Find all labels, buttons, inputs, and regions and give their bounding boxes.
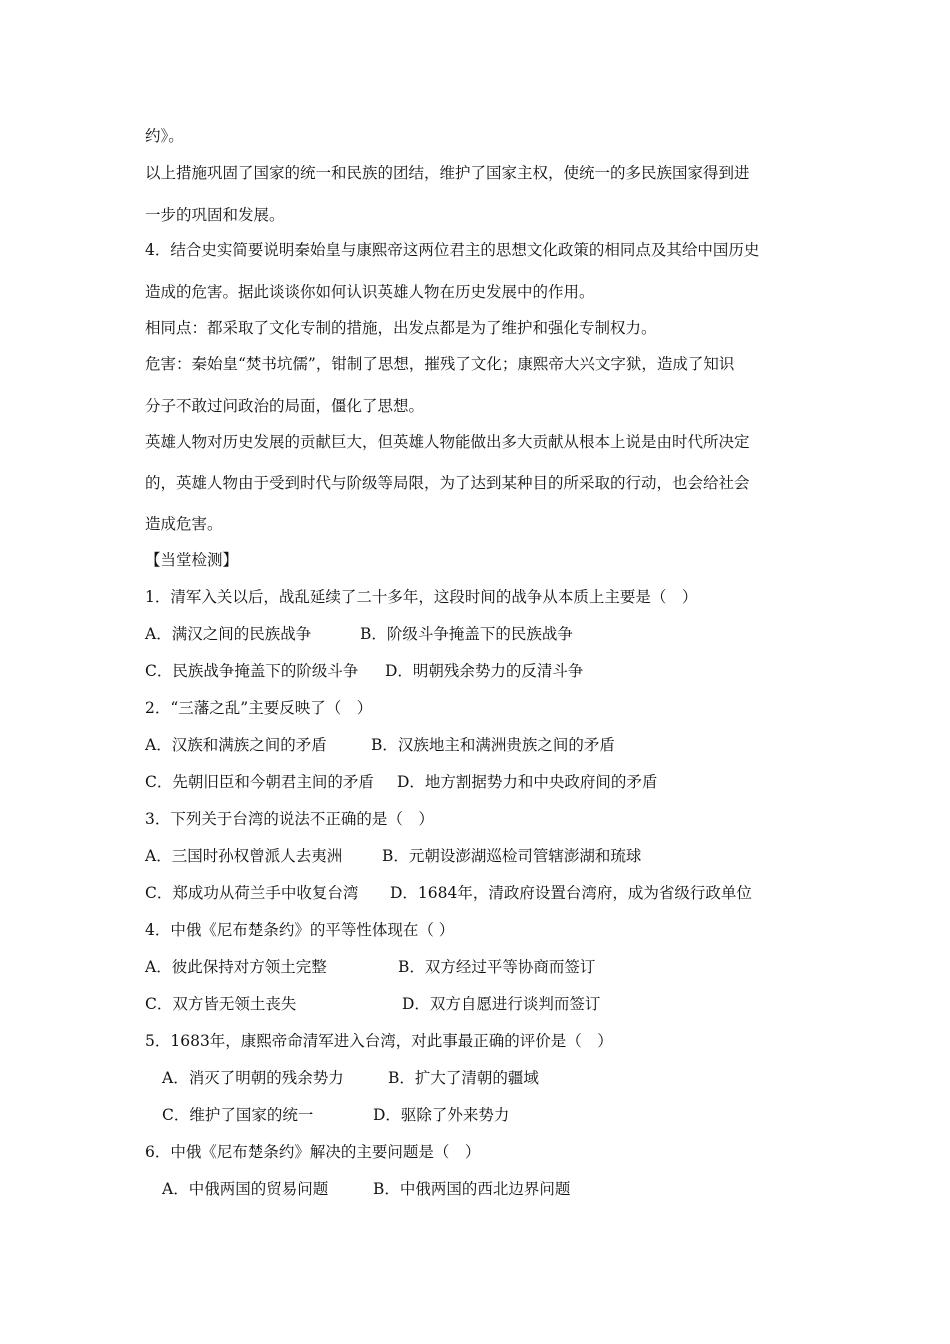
option-b: B．中俄两国的西北边界问题	[373, 1180, 571, 1198]
options-row	[145, 624, 573, 644]
answer-line: 英雄人物对历史发展的贡献巨大，但英雄人物能做出多大贡献从根本上说是由时代所决定	[145, 433, 750, 451]
option-d: D．地方割据势力和中央政府间的矛盾	[397, 773, 658, 791]
option-d: D．驱除了外来势力	[373, 1106, 510, 1124]
option-a: A．中俄两国的贸易问题	[162, 1180, 329, 1198]
option-d: D．明朝残余势力的反清斗争	[385, 662, 584, 680]
option-b: B．双方经过平等协商而签订	[398, 958, 596, 976]
text-line: 以上措施巩固了国家的统一和民族的团结，维护了国家主权，使统一的多民族国家得到进	[145, 164, 750, 182]
option-d: D．双方自愿进行谈判而签订	[402, 995, 601, 1013]
option-c: C．民族战争掩盖下的阶级斗争	[145, 662, 359, 680]
option-b: B．元朝设澎湖巡检司管辖澎湖和琉球	[382, 847, 642, 865]
option-a: A．三国时孙权曾派人去夷洲	[145, 847, 343, 865]
option-c: C．郑成功从荷兰手中收复台湾	[145, 884, 359, 902]
options-row	[162, 1068, 539, 1088]
question-1: 1．清军入关以后，战乱延续了二十多年，这段时间的战争从本质上主要是（ ）	[145, 588, 698, 606]
option-a: A．消灭了明朝的残余势力	[162, 1069, 344, 1087]
text-line: 约》。	[145, 127, 184, 145]
options-row	[145, 772, 657, 792]
section-heading: 【当堂检测】	[145, 551, 239, 569]
options-row	[145, 661, 583, 681]
option-c: C．双方皆无领土丧失	[145, 995, 297, 1013]
option-c: C．先朝旧臣和今朝君主间的矛盾	[145, 773, 374, 791]
option-a: A．汉族和满族之间的矛盾	[145, 736, 327, 754]
options-row	[162, 1105, 509, 1125]
option-b: B．阶级斗争掩盖下的民族战争	[360, 625, 573, 643]
question-6: 6．中俄《尼布楚条约》解决的主要问题是（ ）	[145, 1143, 481, 1161]
answer-line: 分子不敢过问政治的局面，僵化了思想。	[145, 397, 425, 415]
options-row	[145, 994, 600, 1014]
options-row	[162, 1179, 570, 1199]
question-3: 3．下列关于台湾的说法不正确的是（ ）	[145, 810, 434, 828]
answer-line: 危害：秦始皇“焚书坑儒”，钳制了思想，摧残了文化；康熙帝大兴文字狱，造成了知识	[145, 355, 735, 373]
option-b: B．扩大了清朝的疆域	[388, 1069, 539, 1087]
option-a: A．满汉之间的民族战争	[145, 625, 312, 643]
options-row	[145, 846, 641, 866]
answer-line: 的，英雄人物由于受到时代与阶级等局限，为了达到某种目的所采取的行动，也会给社会	[145, 474, 750, 492]
option-d: D．1684年，清政府设置台湾府，成为省级行政单位	[390, 884, 752, 902]
answer-line: 相同点：都采取了文化专制的措施，出发点都是为了维护和强化专制权力。	[145, 319, 657, 337]
options-row	[145, 883, 752, 903]
options-row	[145, 735, 615, 755]
option-a: A．彼此保持对方领土完整	[145, 958, 327, 976]
text-line: 造成的危害。据此谈谈你如何认识英雄人物在历史发展中的作用。	[145, 283, 595, 301]
options-row	[145, 957, 595, 977]
question-5: 5．1683年，康熙帝命清军进入台湾，对此事最正确的评价是（ ）	[145, 1032, 613, 1050]
question-2: 2．“三藩之乱”主要反映了（ ）	[145, 699, 373, 717]
answer-line: 造成危害。	[145, 515, 223, 533]
question-4: 4．中俄《尼布楚条约》的平等性体现在（ ）	[145, 921, 455, 939]
question-line: 4．结合史实简要说明秦始皇与康熙帝这两位君主的思想文化政策的相同点及其给中国历史	[145, 241, 760, 259]
option-c: C．维护了国家的统一	[162, 1106, 314, 1124]
text-line: 一步的巩固和发展。	[145, 206, 285, 224]
option-b: B．汉族地主和满洲贵族之间的矛盾	[371, 736, 615, 754]
